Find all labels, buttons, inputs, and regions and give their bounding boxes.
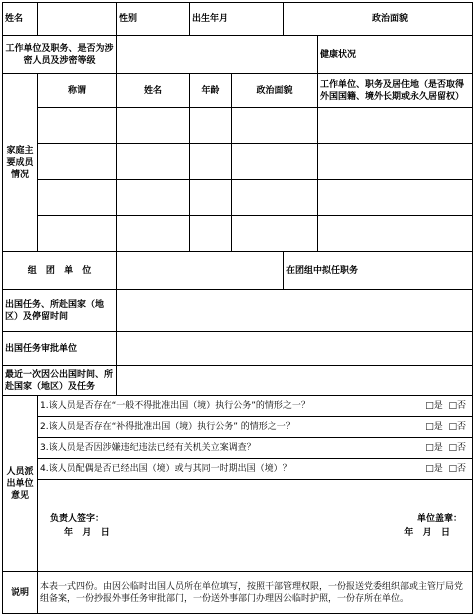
application-form <box>2 2 473 614</box>
question-3: 3.该人员是否因涉嫌违纪违法已经有关机关立案调查？ <box>40 443 256 453</box>
family-cell[interactable] <box>117 180 190 216</box>
family-section-label: 家庭主要成员情况 <box>3 74 38 252</box>
family-cell[interactable] <box>117 144 190 180</box>
gender-label: 性别 <box>117 3 190 36</box>
yes-checkbox[interactable]: □是 <box>425 443 443 453</box>
family-col-age: 年龄 <box>190 74 232 108</box>
yes-checkbox[interactable]: □是 <box>425 401 443 411</box>
work-unit-label: 工作单位及职务、是否为涉密人员及涉密等级 <box>3 36 117 74</box>
family-cell[interactable] <box>232 180 318 216</box>
name-label: 姓名 <box>3 3 38 36</box>
yes-checkbox[interactable]: □是 <box>425 422 443 432</box>
question-4: 4.该人员配偶是否已经出国（境）或与其同一时期出国（境）？ <box>40 464 292 474</box>
family-cell[interactable] <box>318 180 473 216</box>
birth-label: 出生年月 <box>190 3 284 36</box>
family-col-relation: 称谓 <box>38 74 117 108</box>
no-checkbox[interactable]: □否 <box>448 443 467 453</box>
family-cell[interactable] <box>318 144 473 180</box>
family-cell[interactable] <box>232 216 318 252</box>
family-cell[interactable] <box>190 144 232 180</box>
family-cell[interactable] <box>38 180 117 216</box>
signer-label: 负责人签字： <box>50 513 105 524</box>
signature-area <box>38 480 473 572</box>
question-2: 2.该人员是否存在“补得批准出国（境）执行公务” 的情形之一？ <box>40 422 295 432</box>
yes-checkbox[interactable]: □是 <box>425 464 443 474</box>
question-row <box>38 438 473 459</box>
family-cell[interactable] <box>117 216 190 252</box>
no-checkbox[interactable]: □否 <box>448 422 467 432</box>
question-1: 1.该人员是否存在“一般不得批准出国（境）执行公务”的情形之一？ <box>40 401 310 411</box>
note-label: 说明 <box>3 572 38 614</box>
opinion-section-label: 人员派出单位意见 <box>3 396 38 572</box>
family-cell[interactable] <box>232 144 318 180</box>
note-text: 本表一式四份。由因公临时出国人员所在单位填写，按照干部管理权限，一份报送党委组织部或主管厅局党组备案，一份抄报外事任务审批部门，一份送外事部门办理因公临时护照，一份存所在单位。 <box>38 572 473 614</box>
name-value[interactable] <box>38 3 117 36</box>
destination-value[interactable] <box>117 290 473 332</box>
family-cell[interactable] <box>190 180 232 216</box>
approval-unit-label: 出国任务审批单位 <box>3 332 117 366</box>
family-col-political: 政治面貌 <box>232 74 318 108</box>
family-cell[interactable] <box>318 216 473 252</box>
seal-label: 单位盖章： <box>417 513 463 524</box>
approval-unit-value[interactable] <box>117 332 473 366</box>
group-unit-label: 组 团 单 位 <box>3 252 117 290</box>
family-col-name: 姓名 <box>117 74 190 108</box>
last-trip-value[interactable] <box>117 366 473 396</box>
political-label: 政治面貌 <box>372 14 409 24</box>
family-cell[interactable] <box>38 216 117 252</box>
family-cell[interactable] <box>190 216 232 252</box>
signer-date: 年 月 日 <box>64 527 110 538</box>
no-checkbox[interactable]: □否 <box>448 464 467 474</box>
family-cell[interactable] <box>38 144 117 180</box>
question-row <box>38 417 473 438</box>
group-unit-value[interactable] <box>117 252 284 290</box>
family-cell[interactable] <box>318 108 473 144</box>
family-cell[interactable] <box>232 108 318 144</box>
seal-date: 年 月 日 <box>404 527 451 538</box>
group-position-label: 在团组中拟任职务 <box>286 265 359 276</box>
work-unit-value[interactable] <box>117 36 318 74</box>
family-col-work: 工作单位、职务及居住地（是否取得外国国籍、境外长期或永久居留权） <box>318 74 473 108</box>
destination-label: 出国任务、所赴国家（地区）及停留时间 <box>3 290 117 332</box>
family-cell[interactable] <box>38 108 117 144</box>
question-row <box>38 459 473 480</box>
question-row <box>38 396 473 417</box>
family-cell[interactable] <box>190 108 232 144</box>
health-label: 健康状况 <box>320 49 357 60</box>
last-trip-label: 最近一次因公出国时间、所赴国家（地区）及任务 <box>3 366 117 396</box>
family-cell[interactable] <box>117 108 190 144</box>
no-checkbox[interactable]: □否 <box>448 401 467 411</box>
